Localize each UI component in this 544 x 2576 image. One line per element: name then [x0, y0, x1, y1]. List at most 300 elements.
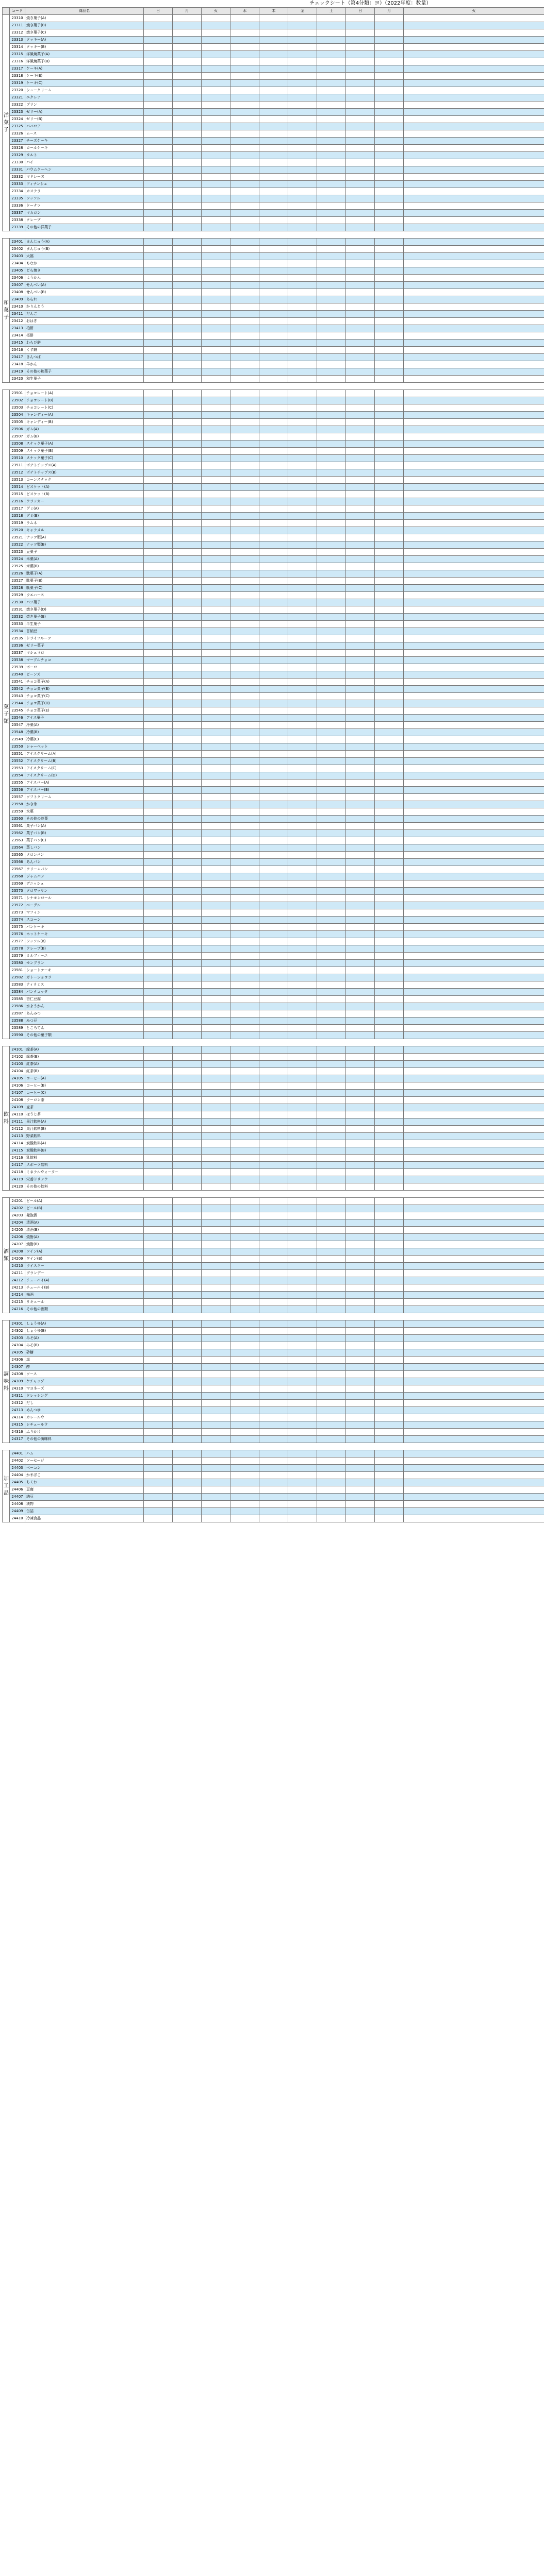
- check-cell[interactable]: [202, 578, 230, 585]
- check-cell[interactable]: [144, 1270, 173, 1277]
- check-cell[interactable]: [288, 1378, 317, 1385]
- check-cell[interactable]: [173, 332, 202, 340]
- check-cell[interactable]: [173, 974, 202, 981]
- check-cell[interactable]: [144, 967, 173, 974]
- check-cell[interactable]: [259, 787, 288, 794]
- check-cell[interactable]: [317, 520, 346, 527]
- check-cell[interactable]: [288, 65, 317, 73]
- check-cell[interactable]: [346, 1082, 375, 1090]
- check-cell[interactable]: [346, 1126, 375, 1133]
- check-cell[interactable]: [404, 1486, 544, 1494]
- check-cell[interactable]: [173, 22, 202, 29]
- check-cell[interactable]: [288, 37, 317, 44]
- check-cell[interactable]: [259, 101, 288, 109]
- check-cell[interactable]: [375, 1284, 404, 1292]
- check-cell[interactable]: [317, 1090, 346, 1097]
- check-cell[interactable]: [173, 101, 202, 109]
- check-cell[interactable]: [259, 1436, 288, 1443]
- check-cell[interactable]: [404, 707, 544, 715]
- check-cell[interactable]: [404, 1494, 544, 1501]
- check-cell[interactable]: [144, 772, 173, 779]
- check-cell[interactable]: [346, 779, 375, 787]
- check-cell[interactable]: [230, 866, 259, 873]
- check-cell[interactable]: [404, 340, 544, 347]
- check-cell[interactable]: [404, 808, 544, 816]
- check-cell[interactable]: [259, 1364, 288, 1371]
- check-cell[interactable]: [173, 1068, 202, 1075]
- check-cell[interactable]: [230, 455, 259, 462]
- check-cell[interactable]: [404, 578, 544, 585]
- check-cell[interactable]: [346, 505, 375, 513]
- check-cell[interactable]: [259, 15, 288, 22]
- check-cell[interactable]: [346, 368, 375, 376]
- check-cell[interactable]: [144, 498, 173, 505]
- check-cell[interactable]: [346, 498, 375, 505]
- check-cell[interactable]: [404, 599, 544, 606]
- check-cell[interactable]: [375, 397, 404, 404]
- check-cell[interactable]: [259, 671, 288, 679]
- check-cell[interactable]: [144, 1515, 173, 1522]
- check-cell[interactable]: [346, 945, 375, 953]
- check-cell[interactable]: [259, 513, 288, 520]
- check-cell[interactable]: [173, 477, 202, 484]
- check-cell[interactable]: [173, 888, 202, 895]
- check-cell[interactable]: [202, 1335, 230, 1342]
- check-cell[interactable]: [202, 15, 230, 22]
- check-cell[interactable]: [346, 1335, 375, 1342]
- check-cell[interactable]: [346, 282, 375, 289]
- check-cell[interactable]: [288, 477, 317, 484]
- check-cell[interactable]: [173, 275, 202, 282]
- check-cell[interactable]: [230, 109, 259, 116]
- check-cell[interactable]: [375, 210, 404, 217]
- check-cell[interactable]: [288, 816, 317, 823]
- check-cell[interactable]: [288, 332, 317, 340]
- check-cell[interactable]: [288, 58, 317, 65]
- check-cell[interactable]: [375, 246, 404, 253]
- check-cell[interactable]: [404, 253, 544, 260]
- check-cell[interactable]: [317, 462, 346, 469]
- check-cell[interactable]: [288, 664, 317, 671]
- check-cell[interactable]: [202, 1082, 230, 1090]
- check-cell[interactable]: [202, 412, 230, 419]
- check-cell[interactable]: [173, 686, 202, 693]
- check-cell[interactable]: [375, 736, 404, 743]
- check-cell[interactable]: [404, 1263, 544, 1270]
- check-cell[interactable]: [144, 830, 173, 837]
- check-cell[interactable]: [404, 989, 544, 996]
- check-cell[interactable]: [144, 1126, 173, 1133]
- check-cell[interactable]: [230, 1306, 259, 1313]
- check-cell[interactable]: [404, 1371, 544, 1378]
- check-cell[interactable]: [230, 664, 259, 671]
- check-cell[interactable]: [202, 44, 230, 51]
- check-cell[interactable]: [202, 967, 230, 974]
- check-cell[interactable]: [259, 130, 288, 138]
- check-cell[interactable]: [259, 1032, 288, 1039]
- check-cell[interactable]: [144, 1018, 173, 1025]
- check-cell[interactable]: [230, 1328, 259, 1335]
- check-cell[interactable]: [144, 801, 173, 808]
- check-cell[interactable]: [404, 852, 544, 859]
- check-cell[interactable]: [317, 22, 346, 29]
- check-cell[interactable]: [144, 1082, 173, 1090]
- check-cell[interactable]: [288, 1357, 317, 1364]
- check-cell[interactable]: [173, 679, 202, 686]
- check-cell[interactable]: [144, 837, 173, 844]
- check-cell[interactable]: [202, 527, 230, 534]
- check-cell[interactable]: [346, 58, 375, 65]
- check-cell[interactable]: [375, 664, 404, 671]
- check-cell[interactable]: [259, 195, 288, 202]
- check-cell[interactable]: [317, 1248, 346, 1256]
- check-cell[interactable]: [202, 340, 230, 347]
- check-cell[interactable]: [144, 239, 173, 246]
- check-cell[interactable]: [346, 1111, 375, 1118]
- check-cell[interactable]: [230, 433, 259, 440]
- check-cell[interactable]: [288, 145, 317, 152]
- check-cell[interactable]: [144, 260, 173, 267]
- check-cell[interactable]: [259, 1169, 288, 1176]
- check-cell[interactable]: [317, 1364, 346, 1371]
- check-cell[interactable]: [202, 873, 230, 880]
- check-cell[interactable]: [346, 1349, 375, 1357]
- check-cell[interactable]: [230, 974, 259, 981]
- check-cell[interactable]: [259, 332, 288, 340]
- check-cell[interactable]: [202, 1320, 230, 1328]
- check-cell[interactable]: [202, 1479, 230, 1486]
- check-cell[interactable]: [288, 94, 317, 101]
- check-cell[interactable]: [375, 729, 404, 736]
- check-cell[interactable]: [317, 1385, 346, 1393]
- check-cell[interactable]: [346, 628, 375, 635]
- check-cell[interactable]: [288, 325, 317, 332]
- check-cell[interactable]: [346, 1393, 375, 1400]
- check-cell[interactable]: [202, 787, 230, 794]
- check-cell[interactable]: [375, 37, 404, 44]
- check-cell[interactable]: [144, 657, 173, 664]
- check-cell[interactable]: [230, 477, 259, 484]
- check-cell[interactable]: [404, 823, 544, 830]
- check-cell[interactable]: [346, 722, 375, 729]
- check-cell[interactable]: [259, 267, 288, 275]
- check-cell[interactable]: [404, 880, 544, 888]
- check-cell[interactable]: [173, 931, 202, 938]
- check-cell[interactable]: [288, 967, 317, 974]
- check-cell[interactable]: [259, 541, 288, 549]
- check-cell[interactable]: [202, 260, 230, 267]
- check-cell[interactable]: [144, 289, 173, 296]
- check-cell[interactable]: [288, 101, 317, 109]
- check-cell[interactable]: [173, 484, 202, 491]
- check-cell[interactable]: [259, 1479, 288, 1486]
- check-cell[interactable]: [288, 1328, 317, 1335]
- check-cell[interactable]: [144, 859, 173, 866]
- check-cell[interactable]: [404, 426, 544, 433]
- check-cell[interactable]: [375, 1486, 404, 1494]
- check-cell[interactable]: [173, 116, 202, 123]
- check-cell[interactable]: [404, 895, 544, 902]
- check-cell[interactable]: [317, 275, 346, 282]
- check-cell[interactable]: [346, 267, 375, 275]
- check-cell[interactable]: [288, 1364, 317, 1371]
- check-cell[interactable]: [404, 1227, 544, 1234]
- check-cell[interactable]: [375, 433, 404, 440]
- check-cell[interactable]: [259, 736, 288, 743]
- check-cell[interactable]: [404, 1429, 544, 1436]
- check-cell[interactable]: [173, 844, 202, 852]
- check-cell[interactable]: [230, 880, 259, 888]
- check-cell[interactable]: [375, 1270, 404, 1277]
- check-cell[interactable]: [404, 967, 544, 974]
- check-cell[interactable]: [346, 159, 375, 166]
- check-cell[interactable]: [144, 736, 173, 743]
- check-cell[interactable]: [404, 1147, 544, 1155]
- check-cell[interactable]: [346, 347, 375, 354]
- check-cell[interactable]: [404, 462, 544, 469]
- check-cell[interactable]: [346, 484, 375, 491]
- check-cell[interactable]: [317, 166, 346, 174]
- check-cell[interactable]: [404, 239, 544, 246]
- check-cell[interactable]: [317, 700, 346, 707]
- check-cell[interactable]: [173, 361, 202, 368]
- check-cell[interactable]: [144, 1162, 173, 1169]
- check-cell[interactable]: [144, 1292, 173, 1299]
- check-cell[interactable]: [375, 1111, 404, 1118]
- check-cell[interactable]: [173, 1328, 202, 1335]
- check-cell[interactable]: [230, 909, 259, 917]
- check-cell[interactable]: [230, 585, 259, 592]
- check-cell[interactable]: [404, 29, 544, 37]
- check-cell[interactable]: [202, 1046, 230, 1054]
- check-cell[interactable]: [346, 1183, 375, 1191]
- check-cell[interactable]: [173, 1198, 202, 1205]
- check-cell[interactable]: [144, 823, 173, 830]
- check-cell[interactable]: [230, 541, 259, 549]
- check-cell[interactable]: [288, 1068, 317, 1075]
- check-cell[interactable]: [173, 44, 202, 51]
- check-cell[interactable]: [202, 794, 230, 801]
- check-cell[interactable]: [144, 924, 173, 931]
- check-cell[interactable]: [404, 1032, 544, 1039]
- check-cell[interactable]: [259, 743, 288, 751]
- check-cell[interactable]: [375, 73, 404, 80]
- check-cell[interactable]: [202, 390, 230, 397]
- check-cell[interactable]: [144, 866, 173, 873]
- check-cell[interactable]: [173, 296, 202, 303]
- check-cell[interactable]: [375, 1378, 404, 1385]
- check-cell[interactable]: [375, 426, 404, 433]
- check-cell[interactable]: [346, 513, 375, 520]
- check-cell[interactable]: [317, 671, 346, 679]
- check-cell[interactable]: [173, 1205, 202, 1212]
- check-cell[interactable]: [259, 37, 288, 44]
- check-cell[interactable]: [288, 1306, 317, 1313]
- check-cell[interactable]: [259, 65, 288, 73]
- check-cell[interactable]: [346, 217, 375, 224]
- check-cell[interactable]: [317, 1494, 346, 1501]
- check-cell[interactable]: [288, 801, 317, 808]
- check-cell[interactable]: [230, 981, 259, 989]
- check-cell[interactable]: [202, 1133, 230, 1140]
- check-cell[interactable]: [288, 289, 317, 296]
- check-cell[interactable]: [346, 1371, 375, 1378]
- check-cell[interactable]: [346, 989, 375, 996]
- check-cell[interactable]: [144, 1277, 173, 1284]
- check-cell[interactable]: [259, 1183, 288, 1191]
- check-cell[interactable]: [288, 614, 317, 621]
- check-cell[interactable]: [202, 585, 230, 592]
- check-cell[interactable]: [375, 1306, 404, 1313]
- check-cell[interactable]: [404, 1075, 544, 1082]
- check-cell[interactable]: [144, 1025, 173, 1032]
- check-cell[interactable]: [144, 1342, 173, 1349]
- check-cell[interactable]: [173, 664, 202, 671]
- check-cell[interactable]: [173, 924, 202, 931]
- check-cell[interactable]: [202, 772, 230, 779]
- check-cell[interactable]: [259, 585, 288, 592]
- check-cell[interactable]: [288, 166, 317, 174]
- check-cell[interactable]: [375, 1162, 404, 1169]
- check-cell[interactable]: [346, 296, 375, 303]
- check-cell[interactable]: [259, 981, 288, 989]
- check-cell[interactable]: [404, 1328, 544, 1335]
- check-cell[interactable]: [346, 1227, 375, 1234]
- check-cell[interactable]: [259, 924, 288, 931]
- check-cell[interactable]: [346, 1458, 375, 1465]
- check-cell[interactable]: [346, 340, 375, 347]
- check-cell[interactable]: [259, 989, 288, 996]
- check-cell[interactable]: [317, 181, 346, 188]
- check-cell[interactable]: [317, 541, 346, 549]
- check-cell[interactable]: [404, 866, 544, 873]
- check-cell[interactable]: [230, 1248, 259, 1256]
- check-cell[interactable]: [173, 51, 202, 58]
- check-cell[interactable]: [288, 1061, 317, 1068]
- check-cell[interactable]: [375, 924, 404, 931]
- check-cell[interactable]: [144, 664, 173, 671]
- check-cell[interactable]: [202, 722, 230, 729]
- check-cell[interactable]: [288, 1486, 317, 1494]
- check-cell[interactable]: [144, 606, 173, 614]
- check-cell[interactable]: [144, 743, 173, 751]
- check-cell[interactable]: [173, 779, 202, 787]
- check-cell[interactable]: [375, 967, 404, 974]
- check-cell[interactable]: [375, 888, 404, 895]
- check-cell[interactable]: [230, 1263, 259, 1270]
- check-cell[interactable]: [230, 1393, 259, 1400]
- check-cell[interactable]: [375, 1025, 404, 1032]
- check-cell[interactable]: [346, 1277, 375, 1284]
- check-cell[interactable]: [202, 924, 230, 931]
- check-cell[interactable]: [202, 440, 230, 448]
- check-cell[interactable]: [375, 606, 404, 614]
- check-cell[interactable]: [202, 116, 230, 123]
- check-cell[interactable]: [404, 902, 544, 909]
- check-cell[interactable]: [404, 73, 544, 80]
- check-cell[interactable]: [202, 188, 230, 195]
- check-cell[interactable]: [346, 1219, 375, 1227]
- check-cell[interactable]: [346, 195, 375, 202]
- check-cell[interactable]: [259, 1061, 288, 1068]
- check-cell[interactable]: [375, 1494, 404, 1501]
- check-cell[interactable]: [144, 592, 173, 599]
- check-cell[interactable]: [317, 1133, 346, 1140]
- check-cell[interactable]: [288, 1212, 317, 1219]
- check-cell[interactable]: [404, 275, 544, 282]
- check-cell[interactable]: [404, 650, 544, 657]
- check-cell[interactable]: [288, 22, 317, 29]
- check-cell[interactable]: [375, 1082, 404, 1090]
- check-cell[interactable]: [375, 44, 404, 51]
- check-cell[interactable]: [375, 1508, 404, 1515]
- check-cell[interactable]: [404, 520, 544, 527]
- check-cell[interactable]: [346, 354, 375, 361]
- check-cell[interactable]: [288, 736, 317, 743]
- check-cell[interactable]: [404, 311, 544, 318]
- check-cell[interactable]: [259, 94, 288, 101]
- check-cell[interactable]: [346, 303, 375, 311]
- check-cell[interactable]: [404, 1277, 544, 1284]
- check-cell[interactable]: [173, 289, 202, 296]
- check-cell[interactable]: [230, 491, 259, 498]
- check-cell[interactable]: [375, 1140, 404, 1147]
- check-cell[interactable]: [317, 938, 346, 945]
- check-cell[interactable]: [144, 253, 173, 260]
- check-cell[interactable]: [202, 87, 230, 94]
- check-cell[interactable]: [202, 1357, 230, 1364]
- check-cell[interactable]: [202, 592, 230, 599]
- check-cell[interactable]: [173, 801, 202, 808]
- check-cell[interactable]: [230, 924, 259, 931]
- check-cell[interactable]: [230, 1342, 259, 1349]
- check-cell[interactable]: [288, 787, 317, 794]
- check-cell[interactable]: [404, 1299, 544, 1306]
- check-cell[interactable]: [404, 1349, 544, 1357]
- check-cell[interactable]: [173, 303, 202, 311]
- check-cell[interactable]: [404, 1357, 544, 1364]
- check-cell[interactable]: [202, 505, 230, 513]
- check-cell[interactable]: [288, 1155, 317, 1162]
- check-cell[interactable]: [259, 296, 288, 303]
- check-cell[interactable]: [375, 635, 404, 642]
- check-cell[interactable]: [259, 1306, 288, 1313]
- check-cell[interactable]: [259, 570, 288, 578]
- check-cell[interactable]: [230, 599, 259, 606]
- check-cell[interactable]: [144, 44, 173, 51]
- check-cell[interactable]: [375, 138, 404, 145]
- check-cell[interactable]: [173, 1501, 202, 1508]
- check-cell[interactable]: [259, 311, 288, 318]
- check-cell[interactable]: [404, 361, 544, 368]
- check-cell[interactable]: [202, 1183, 230, 1191]
- check-cell[interactable]: [288, 361, 317, 368]
- check-cell[interactable]: [259, 873, 288, 880]
- check-cell[interactable]: [346, 520, 375, 527]
- check-cell[interactable]: [288, 224, 317, 231]
- check-cell[interactable]: [230, 520, 259, 527]
- check-cell[interactable]: [346, 152, 375, 159]
- check-cell[interactable]: [375, 1320, 404, 1328]
- check-cell[interactable]: [173, 440, 202, 448]
- check-cell[interactable]: [230, 224, 259, 231]
- check-cell[interactable]: [202, 1486, 230, 1494]
- check-cell[interactable]: [346, 527, 375, 534]
- check-cell[interactable]: [317, 1479, 346, 1486]
- check-cell[interactable]: [173, 1155, 202, 1162]
- check-cell[interactable]: [173, 1133, 202, 1140]
- check-cell[interactable]: [375, 1515, 404, 1522]
